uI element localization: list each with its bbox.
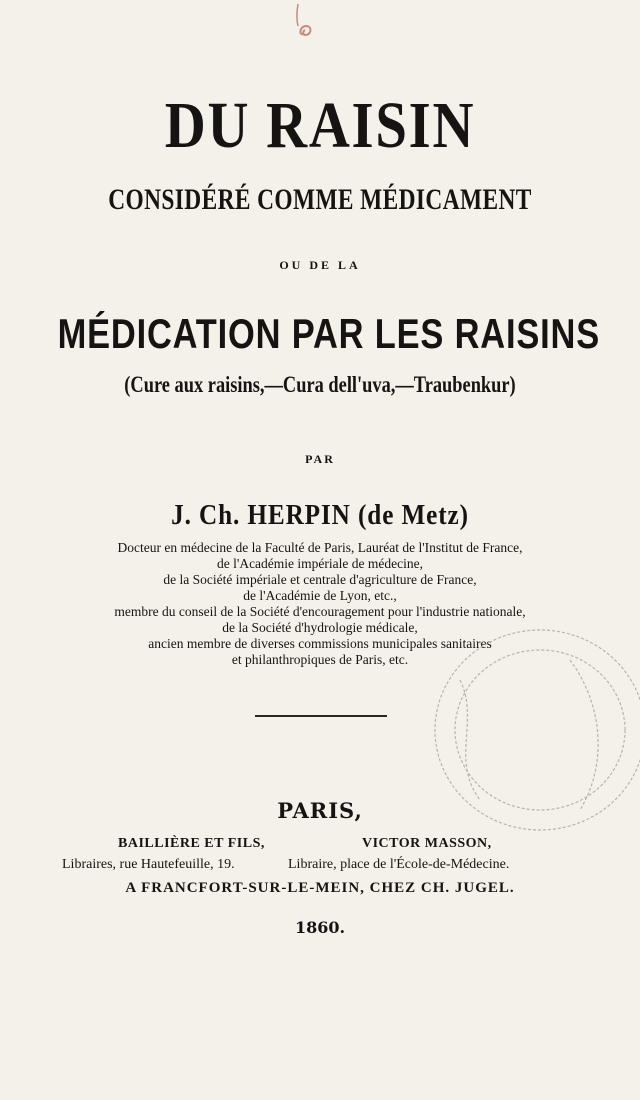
library-shelfmark-icon [284,2,324,42]
title-connector: OU DE LA [279,258,361,272]
book-subtitle: CONSIDÉRÉ COMME MÉDICAMENT [108,183,532,216]
publisher-name: BAILLIÈRE ET FILS, [118,836,265,851]
credential-line: de la Société impériale et centrale d'agriculture de France, [163,572,477,587]
library-stamp-icon [410,620,640,860]
publisher-address: Libraires, rue Hautefeuille, 19. [62,857,235,872]
publication-year: 1860. [294,918,346,937]
alternate-title: MÉDICATION PAR LES RAISINS [57,310,601,357]
credential-line: Docteur en médecine de la Faculté de Paris, Lauréat de l'Institut de France, [117,540,523,555]
imprint-city: PARIS, [277,798,363,823]
credential-line: membre du conseil de la Société d'encouragement pour l'industrie nationale, [114,604,526,619]
divider-rule [255,715,387,717]
book-title: DU RAISIN [164,89,476,162]
credential-line: de l'Académie impériale de médecine, [217,556,423,571]
credential-line: de la Société d'hydrologie médicale, [222,620,418,635]
alternate-names: (Cure aux raisins,—Cura dell'uva,—Traubenkur) [124,372,516,397]
author-name: J. Ch. HERPIN (de Metz) [171,500,469,531]
by-line: PAR [305,452,335,466]
credential-line: de l'Académie de Lyon, etc., [243,588,397,603]
publisher-name: VICTOR MASSON, [362,836,492,851]
publisher-address: Libraire, place de l'École-de-Médecine. [288,857,510,872]
credential-line: et philanthropiques de Paris, etc. [231,652,409,667]
credential-line: ancien membre de diverses commissions municipales sanitaires [148,636,492,651]
second-imprint: A FRANCFORT-SUR-LE-MEIN, CHEZ CH. JUGEL. [125,880,515,896]
